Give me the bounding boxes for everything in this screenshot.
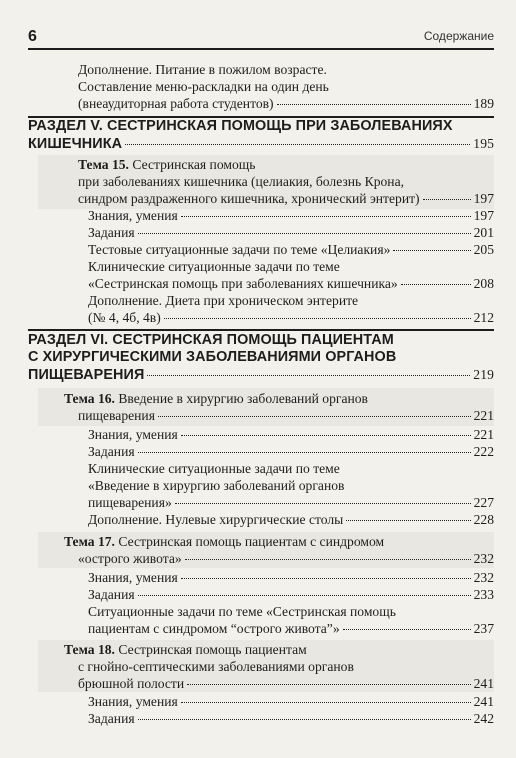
toc-entry[interactable]: Знания, умения 197 xyxy=(88,208,494,223)
dot-leader xyxy=(175,502,471,504)
toc-entry[interactable]: Ситуационные задачи по теме «Сестринская помощь xyxy=(88,604,396,619)
topic-label: Тема 17. xyxy=(64,534,115,549)
dot-leader xyxy=(138,718,471,720)
toc-entry[interactable]: (№ 4, 4б, 4в) 212 xyxy=(88,310,494,325)
toc-page-number: 221 xyxy=(473,427,494,442)
dot-leader xyxy=(164,317,471,319)
running-head-section: Содержание xyxy=(423,29,494,43)
section-heading[interactable]: С ХИРУРГИЧЕСКИМИ ЗАБОЛЕВАНИЯМИ ОРГАНОВ xyxy=(28,349,397,365)
section-heading[interactable]: КИШЕЧНИКА 195 xyxy=(28,136,494,152)
dot-leader xyxy=(181,701,471,703)
toc-entry[interactable]: (внеаудиторная работа студентов) 189 xyxy=(78,96,494,111)
dot-leader xyxy=(423,198,471,200)
toc-entry[interactable]: Знания, умения 221 xyxy=(88,427,494,442)
dot-leader xyxy=(138,594,471,596)
toc-page-number: 232 xyxy=(473,551,494,566)
toc-entry[interactable]: Задания 222 xyxy=(88,444,494,459)
toc-page-number: 221 xyxy=(473,408,494,423)
toc-entry[interactable]: пациентам с синдромом “острого живота”» 237 xyxy=(88,621,494,636)
toc-entry[interactable]: Задания 233 xyxy=(88,587,494,602)
dot-leader xyxy=(393,249,470,251)
topic-title[interactable]: Тема 18. Сестринская помощь пациентам xyxy=(64,642,307,657)
toc-entry[interactable]: Дополнение. Питание в пожилом возрасте. xyxy=(78,62,327,77)
toc-entry[interactable]: Знания, умения 232 xyxy=(88,570,494,585)
toc-page-number: 212 xyxy=(473,310,494,325)
toc-page-number: 195 xyxy=(473,136,494,151)
dot-leader xyxy=(187,683,470,685)
topic-title[interactable]: синдром раздраженного кишечника, хронический энтерит) 197 xyxy=(78,191,494,206)
topic-title[interactable]: Тема 15. Сестринская помощь xyxy=(78,157,256,172)
topic-title[interactable]: при заболеваниях кишечника (целиакия, болезнь Крона, xyxy=(78,174,405,189)
toc-page-number: 241 xyxy=(473,694,494,709)
toc-entry[interactable]: Знания, умения 241 xyxy=(88,694,494,709)
toc-page-number: 227 xyxy=(473,495,494,510)
toc-page-number: 189 xyxy=(473,96,494,111)
toc-page-number: 241 xyxy=(473,676,494,691)
toc-entry[interactable]: Дополнение. Диета при хроническом энтерите xyxy=(88,293,359,308)
running-header xyxy=(28,28,494,50)
dot-leader xyxy=(343,628,471,630)
topic-title[interactable]: «острого живота» 232 xyxy=(78,551,494,566)
dot-leader xyxy=(181,215,471,217)
dot-leader xyxy=(138,232,471,234)
toc-entry[interactable]: Дополнение. Нулевые хирургические столы 228 xyxy=(88,512,494,527)
page-number: 6 xyxy=(28,28,37,45)
topic-label: Тема 15. xyxy=(78,157,129,172)
topic-title[interactable]: Тема 17. Сестринская помощь пациентам с синдромом xyxy=(64,534,385,549)
toc-page-number: 242 xyxy=(473,711,494,726)
toc-page-number: 205 xyxy=(473,242,494,257)
dot-leader xyxy=(125,143,470,145)
toc-page-number: 208 xyxy=(473,276,494,291)
topic-title[interactable]: Тема 16. Введение в хирургию заболеваний органов xyxy=(64,391,368,406)
section-heading[interactable]: РАЗДЕЛ VI. СЕСТРИНСКАЯ ПОМОЩЬ ПАЦИЕНТАМ xyxy=(28,332,394,348)
toc-page-number: 237 xyxy=(473,621,494,636)
toc-page-number: 228 xyxy=(473,512,494,527)
dot-leader xyxy=(346,519,470,521)
toc-page-number: 197 xyxy=(473,191,494,206)
toc-entry[interactable]: Клинические ситуационные задачи по теме xyxy=(88,461,340,476)
dot-leader xyxy=(185,558,471,560)
toc-entry[interactable]: «Введение в хирургию заболеваний органов xyxy=(88,478,345,493)
toc-page-number: 232 xyxy=(473,570,494,585)
dot-leader xyxy=(147,374,470,376)
toc-entry[interactable]: Задания 201 xyxy=(88,225,494,240)
toc-entry[interactable]: Клинические ситуационные задачи по теме xyxy=(88,259,340,274)
toc-entry[interactable]: пищеварения» 227 xyxy=(88,495,494,510)
dot-leader xyxy=(181,434,471,436)
toc-page-number: 197 xyxy=(473,208,494,223)
topic-title[interactable]: пищеварения 221 xyxy=(78,408,494,423)
dot-leader xyxy=(138,451,471,453)
section-heading[interactable]: РАЗДЕЛ V. СЕСТРИНСКАЯ ПОМОЩЬ ПРИ ЗАБОЛЕВАНИЯХ xyxy=(28,118,453,134)
toc-entry[interactable]: Задания 242 xyxy=(88,711,494,726)
topic-label: Тема 16. xyxy=(64,391,115,406)
topic-title[interactable]: брюшной полости 241 xyxy=(78,676,494,691)
topic-title[interactable]: с гнойно-септическими заболеваниями органов xyxy=(78,659,354,674)
toc-page-number: 233 xyxy=(473,587,494,602)
toc-entry[interactable]: Составление меню-раскладки на один день xyxy=(78,79,329,94)
dot-leader xyxy=(401,283,471,285)
toc-page-number: 219 xyxy=(473,367,494,382)
dot-leader xyxy=(277,103,471,105)
toc-page-number: 222 xyxy=(473,444,494,459)
toc-entry[interactable]: Тестовые ситуационные задачи по теме «Целиакия» 205 xyxy=(88,242,494,257)
section-rule xyxy=(28,329,494,331)
topic-label: Тема 18. xyxy=(64,642,115,657)
dot-leader xyxy=(181,577,471,579)
dot-leader xyxy=(158,415,471,417)
header-rule xyxy=(28,48,494,50)
toc-entry[interactable]: «Сестринская помощь при заболеваниях кишечника» 208 xyxy=(88,276,494,291)
toc-page-number: 201 xyxy=(473,225,494,240)
section-heading[interactable]: ПИЩЕВАРЕНИЯ 219 xyxy=(28,367,494,383)
